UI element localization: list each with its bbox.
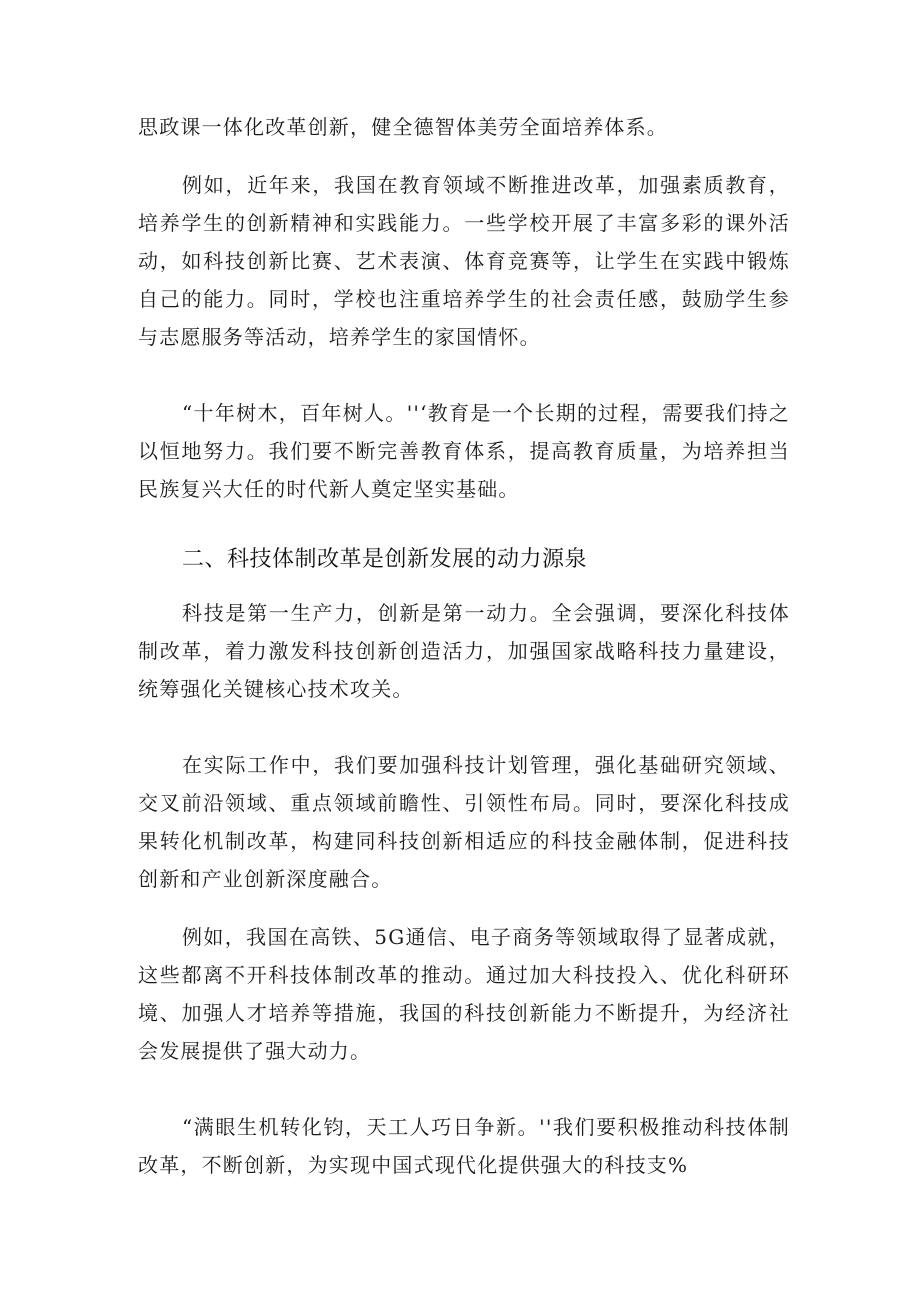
paragraph-3: “十年树木，百年树人。''‘教育是一个长期的过程，需要我们持之以恒地努力。我们要不断完善教育体系，提高教育质量，为培养担当民族复兴大任的时代新人奠定坚实基础。 bbox=[138, 401, 790, 501]
section-heading: 二、科技体制改革是创新发展的动力源泉 bbox=[182, 547, 588, 572]
paragraph-6: 例如，我国在高铁、5G通信、电子商务等领域取得了显著成就，这些都离不开科技体制改革的推动。通过加大科技投入、优化科研环境、加强人才培养等措施，我国的科技创新能力不断提升，为经济社会发展提供了强大动力。 bbox=[138, 925, 790, 1063]
paragraph-7: “满眼生机转化钧，天工人巧日争新。''我们要积极推动科技体制改革，不断创新，为实现中国式现代化提供强大的科技支% bbox=[138, 1115, 790, 1177]
paragraph-4: 科技是第一生产力，创新是第一动力。全会强调，要深化科技体制改革，着力激发科技创新创造活力，加强国家战略科技力量建设，统筹强化关键核心技术攻关。 bbox=[138, 601, 790, 701]
paragraph-1: 思政课一体化改革创新，健全德智体美劳全面培养体系。 bbox=[138, 115, 668, 139]
paragraph-2: 例如，近年来，我国在教育领域不断推进改革，加强素质教育，培养学生的创新精神和实践能力。一些学校开展了丰富多彩的课外活动，如科技创新比赛、艺术表演、体育竞赛等，让学生在实践中锻炼自己的能力。同时，学校也注重培养学生的社会责任感，鼓励学生参与志愿服务等活动，培养学生的家国情怀。 bbox=[138, 173, 790, 349]
paragraph-5: 在实际工作中，我们要加强科技计划管理，强化基础研究领域、交叉前沿领域、重点领域前瞻性、引领性布局。同时，要深化科技成果转化机制改革，构建同科技创新相适应的科技金融体制，促进科技创新和产业创新深度融合。 bbox=[138, 753, 790, 891]
